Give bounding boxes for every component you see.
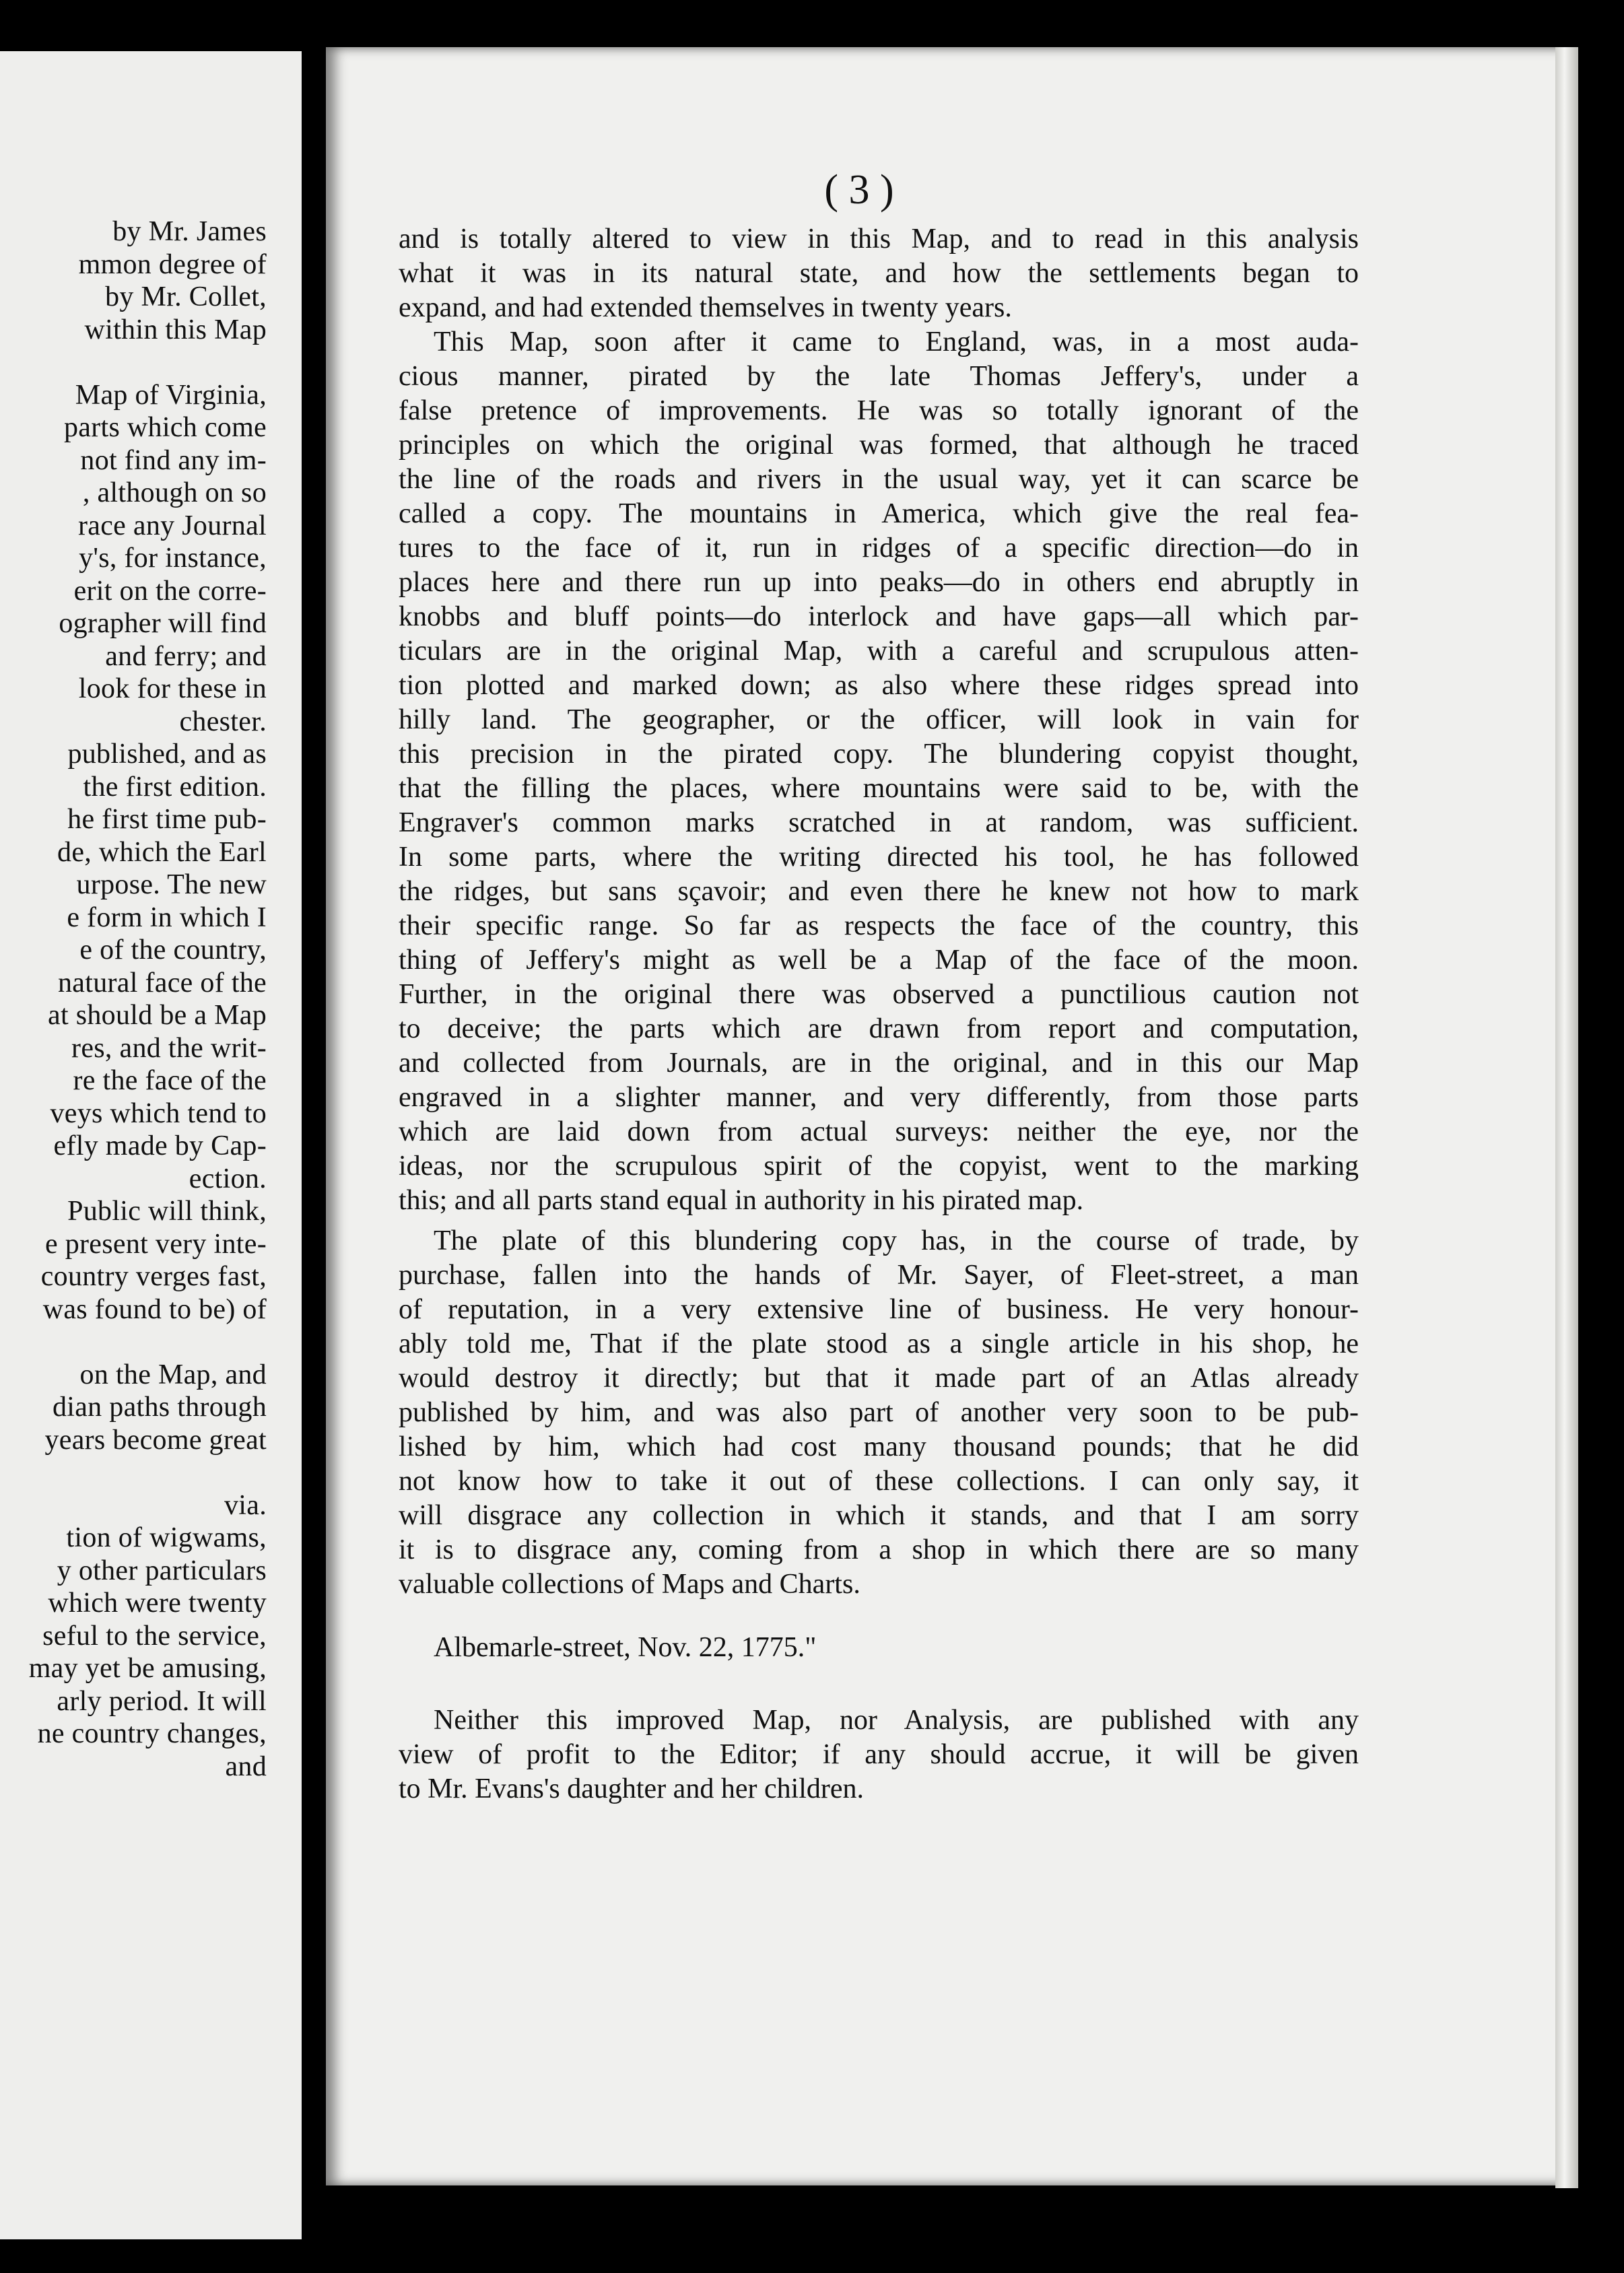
text-line: hilly land. The geographer, or the officer, will look in vain for bbox=[399, 704, 1359, 735]
text-line: purchase, fallen into the hands of Mr. Sayer, of Fleet-street, a man bbox=[399, 1260, 1359, 1291]
left-page-line: Map of Virginia, bbox=[75, 379, 267, 411]
text-line: to deceive; the parts which are drawn from report and computation, bbox=[399, 1013, 1359, 1044]
left-page-line: look for these in bbox=[78, 673, 267, 704]
left-page-line: re the face of the bbox=[73, 1065, 267, 1096]
left-page-line: chester. bbox=[179, 706, 267, 737]
left-page-line: , although on so bbox=[82, 477, 267, 508]
left-page-line: the first edition. bbox=[83, 771, 267, 803]
left-page-line: at should be a Map bbox=[48, 1000, 267, 1031]
text-line: the line of the roads and rivers in the usual way, yet it can scarce be bbox=[399, 464, 1359, 495]
text-line: The plate of this blundering copy has, in the course of trade, by bbox=[434, 1225, 1359, 1256]
left-page-line: within this Map bbox=[84, 314, 267, 345]
text-line: and collected from Journals, are in the original, and in this our Map bbox=[399, 1048, 1359, 1079]
left-page-line: dian paths through bbox=[52, 1392, 267, 1423]
left-page-line: erit on the corre- bbox=[73, 575, 267, 607]
text-fragment: cious manner, pirated by the late Thomas Jeffery's, under a bbox=[399, 361, 1359, 392]
left-page-line: country verges fast, bbox=[40, 1261, 267, 1292]
left-page-line: may yet be amusing, bbox=[28, 1653, 267, 1684]
text-line: false pretence of improvements. He was so totally ignorant of the bbox=[399, 395, 1359, 426]
left-page bbox=[0, 51, 302, 2239]
text-line: places here and there run up into peaks—do in others end abruptly in bbox=[399, 567, 1359, 598]
text-line: that the filling the places, where mountains were said to be, with the bbox=[399, 773, 1359, 804]
text-line: what it was in its natural state, and how the settlements began to bbox=[399, 258, 1359, 289]
left-page-line: was found to be) of bbox=[42, 1293, 267, 1325]
left-page-line: years become great bbox=[44, 1424, 267, 1456]
left-page-line: race any Journal bbox=[78, 510, 267, 541]
text-line: view of profit to the Editor; if any should accrue, it will be given bbox=[399, 1739, 1359, 1770]
text-line: tion plotted and marked down; as also where these ridges spread into bbox=[399, 670, 1359, 701]
left-page-line: by Mr. James bbox=[112, 216, 267, 247]
signature-date-line: Albemarle-street, Nov. 22, 1775." bbox=[434, 1632, 817, 1663]
text-line: knobbs and bluff points—do interlock and have gaps—all which par- bbox=[399, 601, 1359, 632]
left-page-line: tion of wigwams, bbox=[66, 1522, 267, 1553]
left-page-line: y other particulars bbox=[57, 1555, 267, 1586]
left-page-line: which were twenty bbox=[48, 1588, 267, 1619]
left-page-line: ne country changes, bbox=[37, 1718, 267, 1749]
left-page-line: and ferry; and bbox=[105, 640, 267, 672]
left-page-line: not find any im- bbox=[80, 444, 267, 476]
book-gutter bbox=[302, 40, 326, 2273]
text-line bbox=[399, 360, 1359, 394]
text-line: ticulars are in the original Map, with a careful and scrupulous atten- bbox=[399, 636, 1359, 667]
text-line: of reputation, in a very extensive line of business. He very honour- bbox=[399, 1294, 1359, 1325]
text-line: this; and all parts stand equal in authority in his pirated map. bbox=[399, 1185, 1084, 1216]
left-page-line: ographer will find bbox=[59, 608, 267, 639]
left-page-line: ection. bbox=[189, 1163, 267, 1194]
text-line: to Mr. Evans's daughter and her children. bbox=[399, 1773, 865, 1804]
left-page-line: y's, for instance, bbox=[79, 543, 267, 574]
text-line: and is totally altered to view in this Map, and to read in this analysis bbox=[399, 224, 1359, 255]
left-page-line: e form in which I bbox=[67, 902, 267, 933]
left-page-line: and bbox=[225, 1751, 267, 1782]
page-edge bbox=[1555, 47, 1578, 2188]
text-line: thing of Jeffery's might as well be a Map of the face of the moon. bbox=[399, 945, 1359, 976]
text-line: expand, and had extended themselves in twenty years. bbox=[399, 292, 1012, 323]
text-line: valuable collections of Maps and Charts. bbox=[399, 1569, 860, 1600]
text-line: will disgrace any collection in which it stands, and that I am sorry bbox=[399, 1500, 1359, 1531]
left-page-line: res, and the writ- bbox=[71, 1032, 267, 1064]
text-line: Further, in the original there was observed a punctilious caution not bbox=[399, 979, 1359, 1010]
left-page-line: mmon degree of bbox=[78, 248, 267, 280]
text-line: ably told me, That if the plate stood as a single article in his shop, he bbox=[399, 1328, 1359, 1359]
text-line: In some parts, where the writing directed his tool, he has followed bbox=[399, 842, 1359, 873]
text-line: not know how to take it out of these collections. I can only say, it bbox=[399, 1466, 1359, 1497]
left-page-line: he first time pub- bbox=[67, 804, 267, 835]
text-line: their specific range. So far as respects the face of the country, this bbox=[399, 910, 1359, 941]
text-line: which are laid down from actual surveys: neither the eye, nor the bbox=[399, 1116, 1359, 1147]
page-number-header: ( 3 ) bbox=[824, 167, 894, 213]
left-page-line: e of the country, bbox=[79, 935, 267, 965]
left-page-line: parts which come bbox=[63, 412, 267, 443]
left-page-line: Public will think, bbox=[67, 1196, 267, 1227]
text-line: engraved in a slighter manner, and very differently, from those parts bbox=[399, 1082, 1359, 1113]
text-line: ideas, nor the scrupulous spirit of the copyist, went to the marking bbox=[399, 1151, 1359, 1182]
left-page-line: veys which tend to bbox=[50, 1097, 267, 1129]
left-page-line: e present very inte- bbox=[44, 1228, 267, 1260]
left-page-line: via. bbox=[224, 1489, 267, 1521]
left-page-line: de, which the Earl bbox=[57, 836, 267, 868]
left-page-line: efly made by Cap- bbox=[53, 1130, 267, 1161]
left-page-line: urpose. The new bbox=[76, 869, 267, 900]
text-line: Neither this improved Map, nor Analysis, are published with any bbox=[434, 1705, 1359, 1736]
left-page-line: natural face of the bbox=[57, 967, 267, 998]
text-line: This Map, soon after it came to England, was, in a most auda- bbox=[434, 327, 1359, 358]
text-line: this precision in the pirated copy. The blundering copyist thought, bbox=[399, 739, 1359, 770]
text-line: called a copy. The mountains in America, which give the real fea- bbox=[399, 498, 1359, 529]
text-line: principles on which the original was formed, that although he traced bbox=[399, 430, 1359, 461]
left-page-line: arly period. It will bbox=[57, 1685, 267, 1717]
text-line: tures to the face of it, run in ridges of a specific direction—do in bbox=[399, 533, 1359, 564]
left-page-line: seful to the service, bbox=[42, 1620, 267, 1652]
text-line: would destroy it directly; but that it made part of an Atlas already bbox=[399, 1363, 1359, 1394]
left-page-line: on the Map, and bbox=[79, 1359, 267, 1390]
text-line: published by him, and was also part of another very soon to be pub- bbox=[399, 1397, 1359, 1428]
text-line: Engraver's common marks scratched in at random, was sufficient. bbox=[399, 807, 1359, 838]
left-page-line: published, and as bbox=[67, 739, 267, 770]
text-line: the ridges, but sans sçavoir; and even there he knew not how to mark bbox=[399, 876, 1359, 907]
text-line: it is to disgrace any, coming from a shop in which there are so many bbox=[399, 1534, 1359, 1565]
text-line: lished by him, which had cost many thousand pounds; that he did bbox=[399, 1431, 1359, 1462]
left-page-line: by Mr. Collet, bbox=[105, 281, 267, 312]
